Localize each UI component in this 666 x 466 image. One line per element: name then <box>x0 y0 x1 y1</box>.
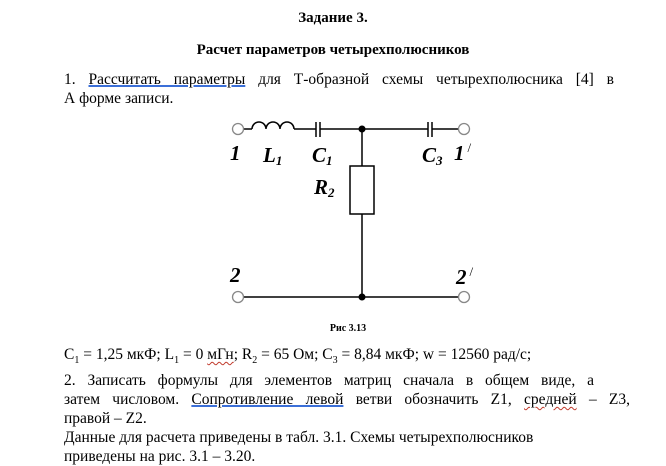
terminal-1prime <box>459 124 470 135</box>
label-C3: C3 <box>422 143 443 168</box>
resistor-R2 <box>350 166 374 214</box>
figure-caption: Рис 3.13 <box>329 323 367 334</box>
inductor-L1 <box>252 122 294 129</box>
link-srednei: средней <box>524 391 577 408</box>
item1-number: 1. <box>64 71 76 88</box>
label-C1: C1 <box>312 143 333 168</box>
junction-bottom <box>359 294 366 301</box>
junction-top <box>359 126 366 133</box>
label-node-1: 1 <box>230 141 241 165</box>
label-node-2prime: 2 / <box>456 264 474 289</box>
item2-line3: правой – Z2. <box>64 410 147 427</box>
link-soprotivlenie[interactable]: Сопротивление левой <box>191 391 344 408</box>
terminal-1 <box>233 124 244 135</box>
item2-line2: затем числовом. Сопротивление левой ветви обозначить Z1, средней – Z3, <box>64 391 631 408</box>
task-subtitle: Расчет параметров четырехполюсников <box>196 42 470 58</box>
footer-line2: приведены на рис. 3.1 – 3.20. <box>64 448 256 465</box>
label-R2: R2 <box>314 175 335 200</box>
item1-link[interactable]: Рассчитать параметры <box>88 71 246 88</box>
footer-line1: Данные для расчета приведены в табл. 3.1. Схемы четырехполюсников <box>64 429 534 446</box>
label-node-1prime: 1 / <box>454 140 472 165</box>
params-line: $C_1 = 1,25$ мкФ; $L_1 = 0$ мГн; $R_2 = 65$ Ом; $C_3 = 8,84$ мкФ; w = 12560 рад/с; <box>64 346 532 367</box>
item1-line2: А форме записи. <box>64 90 174 107</box>
item2-line1: 2. Записать формулы для элементов матриц сначала в общем виде, а <box>64 372 594 389</box>
terminal-2prime <box>459 292 470 303</box>
task-title: Задание 3. <box>298 10 368 26</box>
item1-rest: для Т-образной схемы четырехполюсника [4] в <box>258 71 615 88</box>
label-node-2: 2 <box>230 263 241 287</box>
unit-mgn: мГн <box>207 346 234 363</box>
label-L1: L1 <box>263 143 283 168</box>
terminal-2 <box>233 292 244 303</box>
